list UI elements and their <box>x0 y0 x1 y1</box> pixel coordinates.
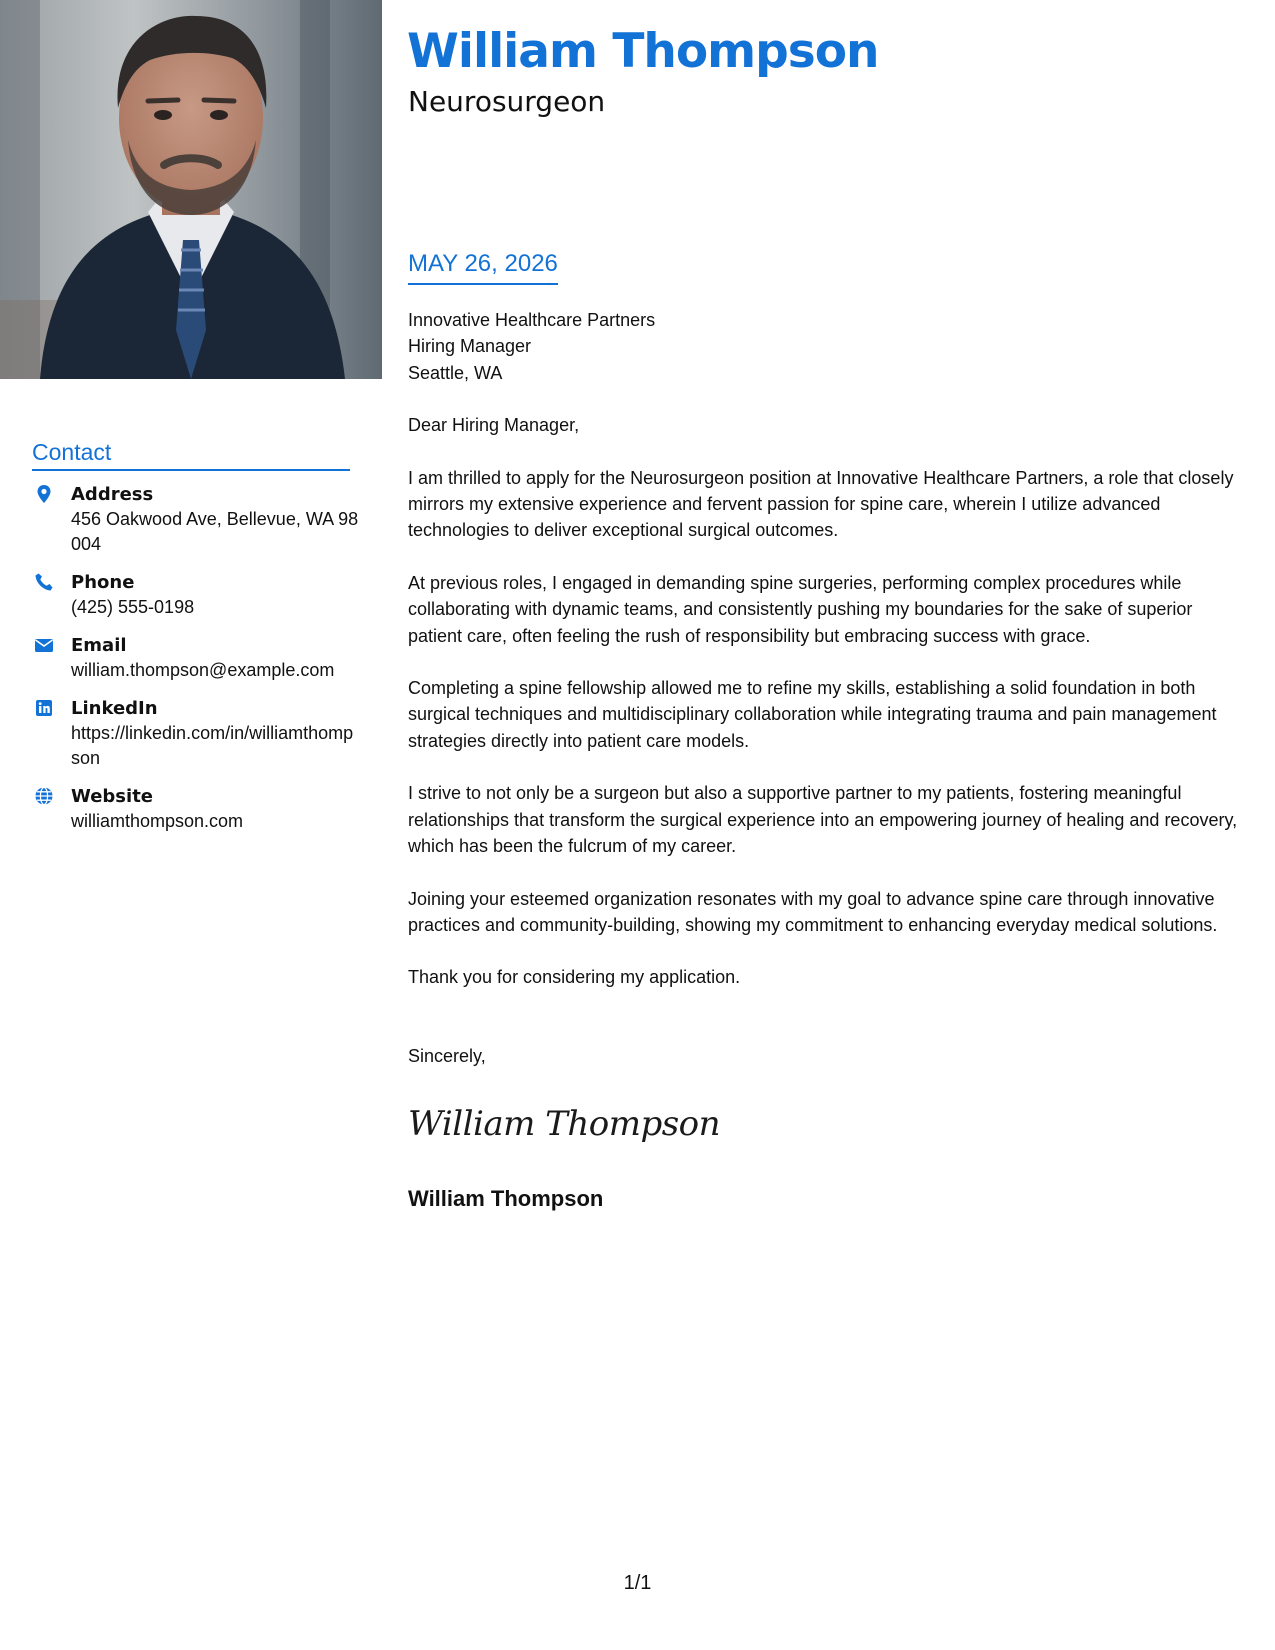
contact-item-website <box>32 784 362 834</box>
phone-icon <box>34 572 54 592</box>
closing: Sincerely, <box>408 1045 486 1066</box>
recipient-location: Seattle, WA <box>408 362 503 383</box>
profile-photo <box>0 0 382 379</box>
job-title: Neurosurgeon <box>408 85 606 118</box>
letter-date: MAY 26, 2026 <box>408 248 558 285</box>
page-number: 1/1 <box>623 1572 652 1594</box>
candidate-name: William Thompson <box>407 24 879 79</box>
recipient-role: Hiring Manager <box>408 336 532 357</box>
handwritten-signature <box>408 1095 1240 1165</box>
envelope-icon <box>34 635 54 655</box>
contact-value[interactable]: https://linkedin.com/in/williamthompson <box>71 723 354 768</box>
contact-value[interactable]: williamthompson.com <box>71 811 244 831</box>
linkedin-icon <box>34 698 54 718</box>
contact-value: (425) 555-0198 <box>71 597 195 617</box>
letter-paragraph: I am thrilled to apply for the Neurosurgeon position at Innovative Healthcare Partners, a role that closely mirrors my extensive experience and fervent passion for spine care, wherein I utilize advanced technologies to deliver exceptional surgical outcomes. <box>408 467 1234 541</box>
letter-body <box>408 307 1240 1213</box>
letter-paragraph: I strive to not only be a surgeon but also a supportive partner to my patients, fostering meaningful relationships that transform the surgical experience into an empowering journey of healing and recovery, which has been the fulcrum of my career. <box>408 783 1238 857</box>
recipient-block <box>408 307 1240 386</box>
letter-paragraph: Completing a spine fellowship allowed me to refine my skills, establishing a solid foundation in both surgical techniques and multidisciplinary collaboration while integrating trauma and pain management strategies directly into patient care models. <box>408 678 1217 751</box>
contact-label: Website <box>71 786 154 807</box>
recipient-company: Innovative Healthcare Partners <box>408 310 656 330</box>
salutation: Dear Hiring Manager, <box>408 415 580 436</box>
signature-text: William Thompson <box>408 1104 721 1145</box>
contact-label: LinkedIn <box>71 698 158 719</box>
map-pin-icon <box>34 484 54 504</box>
letter-paragraph: At previous roles, I engaged in demanding spine surgeries, performing complex procedures while collaborating with dynamic teams, and consistently pushing my boundaries for the sake of superior patient care, often feeling the rush of responsibility but embracing success with grace. <box>408 572 1193 646</box>
contact-list <box>32 482 362 847</box>
globe-icon <box>34 786 54 806</box>
letter-paragraph: Joining your esteemed organization resonates with my goal to advance spine care through innovative practices and community-building, showing my commitment to enhancing everyday medical solutions. <box>408 888 1218 935</box>
contact-value: 456 Oakwood Ave, Bellevue, WA 98004 <box>71 509 359 554</box>
contact-value[interactable]: william.thompson@example.com <box>71 660 335 680</box>
contact-heading: Contact <box>32 437 350 471</box>
contact-label: Email <box>71 635 127 656</box>
contact-label: Address <box>71 484 154 505</box>
contact-label: Phone <box>71 572 135 593</box>
contact-item-phone <box>32 570 362 620</box>
contact-item-email <box>32 633 362 683</box>
contact-item-address <box>32 482 362 557</box>
contact-item-linkedin <box>32 696 362 771</box>
letter-paragraph: Thank you for considering my application. <box>408 967 741 988</box>
signer-name: William Thompson <box>408 1186 604 1212</box>
